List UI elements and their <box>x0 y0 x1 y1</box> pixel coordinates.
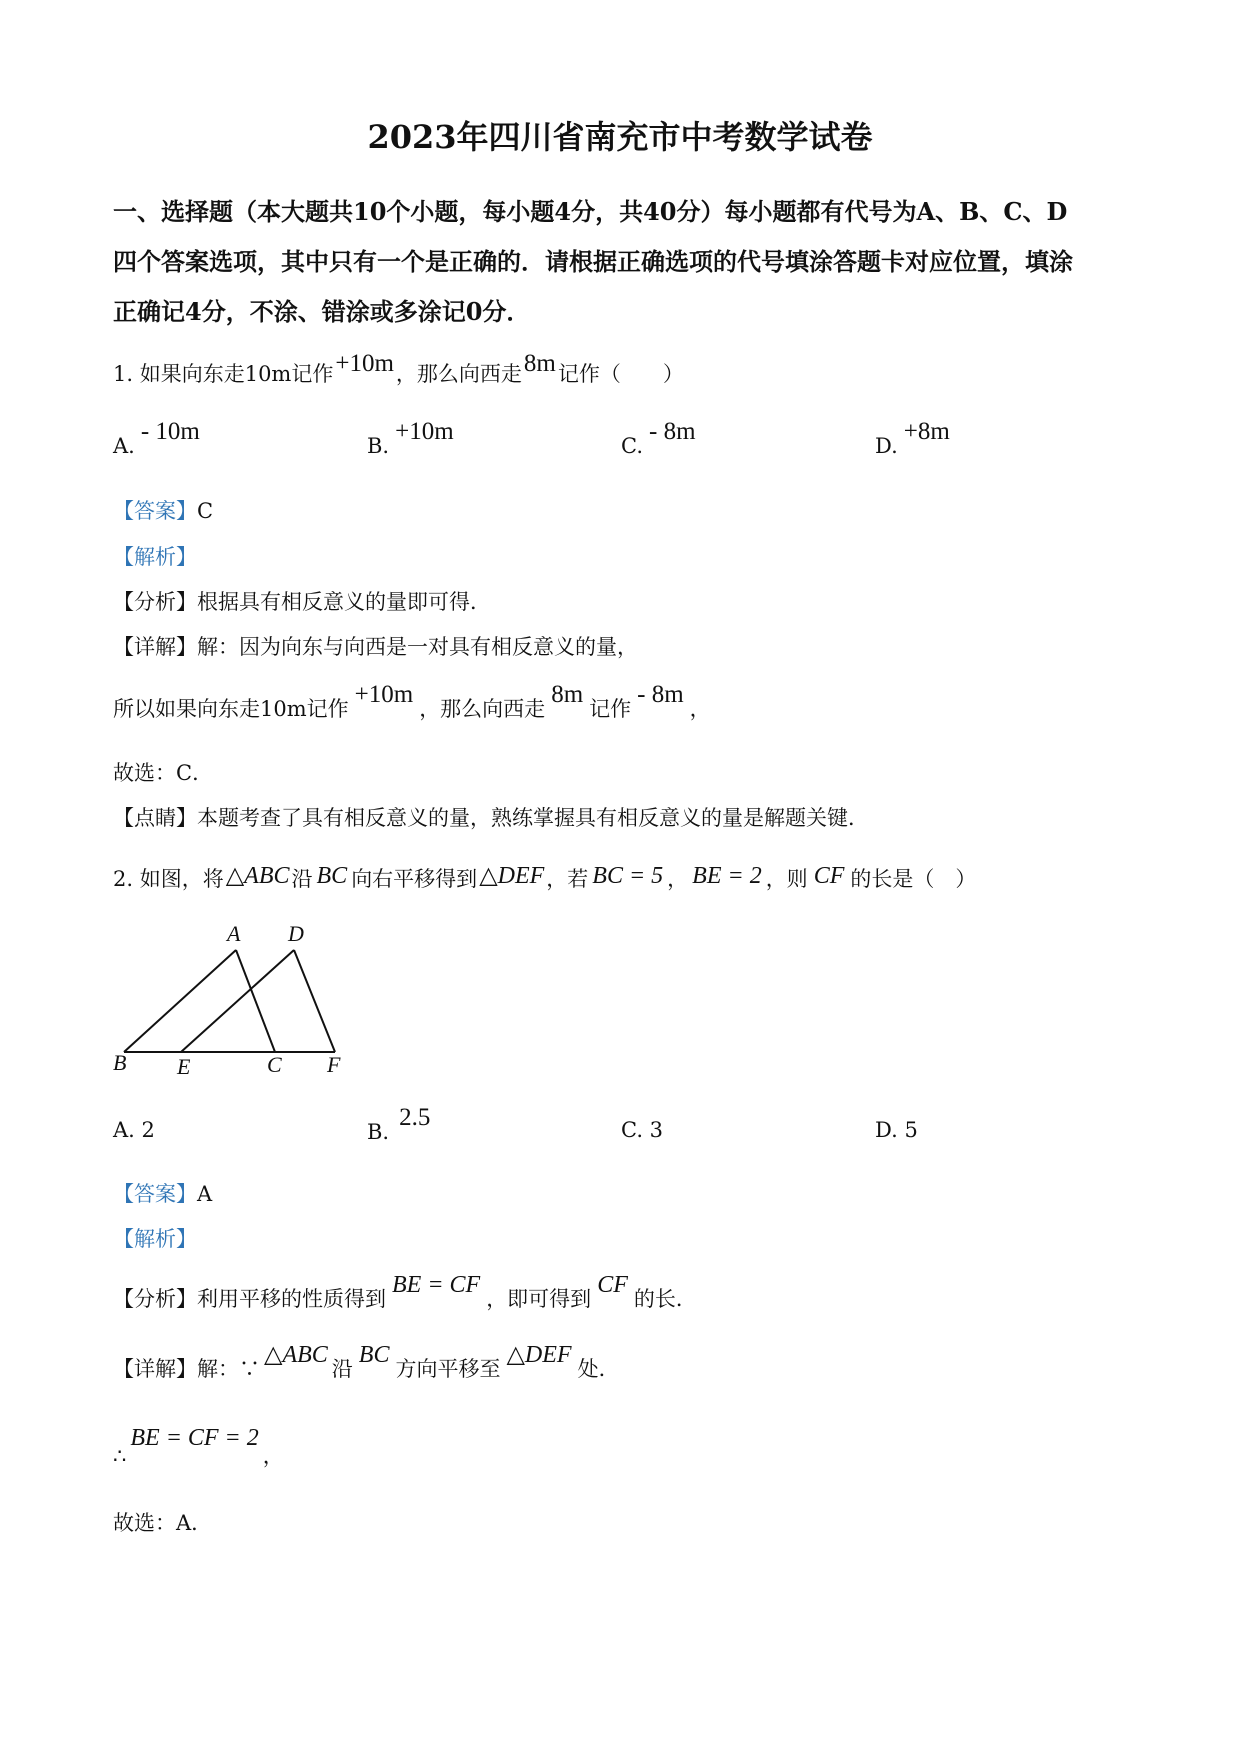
q2-stem-text-5: ， <box>667 867 689 891</box>
q2-stem-math-be2: BE = 2 <box>692 863 762 889</box>
q1-option-c-value: - 8m <box>649 418 696 445</box>
q1-xiangjie-text: 解：因为向东与向西是一对具有相反意义的量， <box>197 635 638 659</box>
label-a: A <box>227 921 241 946</box>
q2-stem-math-abc: △ABC <box>225 863 290 889</box>
q2-xiangjie-math-def: △DEF <box>506 1342 572 1368</box>
label-c: C <box>267 1052 282 1075</box>
segment-df <box>294 950 335 1052</box>
q2-xiangjie-text-3: 方向平移至 <box>395 1357 501 1381</box>
q1-option-d <box>875 418 950 460</box>
translation-triangle-figure <box>110 915 370 1075</box>
q2-xiangjie-text-1: 解：∵ <box>197 1357 260 1381</box>
q1-option-d-value: +8m <box>903 418 950 445</box>
q1-option-b-label: B. <box>367 434 390 458</box>
q1-answer-tag: 【答案】 <box>113 499 197 523</box>
q1-so-text-4: ， <box>689 697 711 721</box>
q2-stem-text-7: 的长是（ ） <box>850 867 977 891</box>
q1-so-line <box>113 681 711 723</box>
q2-xiangjie-text-2: 沿 <box>331 1357 353 1381</box>
q2-stem-text-3: 向右平移得到 <box>351 867 478 891</box>
q2-option-a: A. 2 <box>113 1118 155 1142</box>
q1-so-math-plus10m: +10m <box>354 681 414 708</box>
q1-so-text-2: ，那么向西走 <box>419 697 546 721</box>
q1-option-d-label: D. <box>875 434 898 458</box>
segment-ed <box>181 950 294 1052</box>
q1-xiangjie <box>113 631 638 661</box>
q1-option-a <box>113 418 200 460</box>
q1-so-math-minus8m: - 8m <box>637 681 684 708</box>
q1-answer-value: C <box>197 499 214 523</box>
q1-fenxi-text: 根据具有相反意义的量即可得． <box>197 590 491 614</box>
q1-stem <box>113 350 684 388</box>
q2-answer-tag: 【答案】 <box>113 1182 197 1206</box>
q2-fenxi-tag: 【分析】 <box>113 1287 197 1311</box>
q2-xiangjie-math-abc: △ABC <box>264 1342 328 1368</box>
q1-stem-text: 1. 如果向东走10m记作 <box>113 362 334 386</box>
q2-stem-math-cf: CF <box>813 863 845 889</box>
q2-fenxi-text-2: ，即可得到 <box>486 1287 592 1311</box>
q2-therefore <box>113 1425 284 1470</box>
q2-xiangjie-text-4: 处． <box>577 1357 620 1381</box>
q1-dianjing-tag: 【点睛】 <box>113 806 197 830</box>
segment-ac <box>236 950 275 1052</box>
q2-xiangjie-tag: 【详解】 <box>113 1357 197 1381</box>
q2-option-d: D. 5 <box>875 1118 918 1142</box>
q2-xiangjie <box>113 1342 620 1383</box>
q1-option-c <box>621 418 696 460</box>
section-heading-line-3: 正确记4分，不涂、错涂或多涂记0分． <box>113 297 531 326</box>
q2-therefore-math: BE = CF = 2 <box>130 1425 259 1451</box>
q1-option-a-label: A. <box>113 434 135 458</box>
q1-fenxi <box>113 586 491 616</box>
q2-stem-text-4: ，若 <box>546 867 589 891</box>
q1-so-text-1: 所以如果向东走10m记作 <box>113 697 349 721</box>
q2-stem-math-bc5: BC = 5 <box>592 863 664 889</box>
q2-stem-math-def: △DEF <box>479 863 545 889</box>
q1-stem-text-3: 记作（ ） <box>557 362 684 386</box>
q2-therefore-end: ， <box>262 1444 284 1468</box>
q2-analysis-tag: 【解析】 <box>113 1227 197 1251</box>
q2-fenxi <box>113 1272 697 1313</box>
section-heading-line-1: 一、选择题（本大题共10个小题，每小题4分，共40分）每小题都有代号为A、B、C、D <box>113 197 1068 226</box>
q1-answer <box>113 495 213 525</box>
label-e: E <box>177 1054 191 1075</box>
label-b: B <box>113 1050 127 1075</box>
q2-stem-text-2: 沿 <box>291 867 313 891</box>
segment-ba <box>124 950 236 1052</box>
q2-answer-value: A <box>197 1182 213 1206</box>
q1-option-b <box>367 418 454 460</box>
q1-dianjing-text: 本题考查了具有相反意义的量，熟练掌握具有相反意义的量是解题关键． <box>197 806 869 830</box>
q1-guxuan: 故选：C． <box>113 761 214 785</box>
q2-answer <box>113 1178 212 1208</box>
label-f: F <box>327 1052 341 1075</box>
page-title: 2023年四川省南充市中考数学试卷 <box>367 118 873 156</box>
q1-stem-text-2: ，那么向西走 <box>395 362 522 386</box>
q2-fenxi-math-be-cf: BE = CF <box>392 1272 481 1298</box>
q2-option-b <box>367 1104 431 1146</box>
q1-option-a-value: - 10m <box>140 418 200 445</box>
label-d: D <box>288 921 304 946</box>
q1-fenxi-tag: 【分析】 <box>113 590 197 614</box>
q2-stem <box>113 863 976 893</box>
q1-so-text-3: 记作 <box>589 697 632 721</box>
q1-xiangjie-tag: 【详解】 <box>113 635 197 659</box>
q1-stem-math-plus10m: +10m <box>335 350 394 377</box>
q1-option-b-value: +10m <box>395 418 454 445</box>
q1-dianjing <box>113 802 869 832</box>
q2-stem-text-6: ，则 <box>765 867 808 891</box>
q1-so-math-8m: 8m <box>551 681 584 708</box>
q2-fenxi-math-cf: CF <box>597 1272 628 1298</box>
q2-fenxi-text-1: 利用平移的性质得到 <box>197 1287 386 1311</box>
q2-stem-math-bc: BC <box>316 863 348 889</box>
section-heading-line-2: 四个答案选项，其中只有一个是正确的．请根据正确选项的代号填涂答题卡对应位置，填涂 <box>113 247 1073 276</box>
q2-option-b-label: B. <box>367 1120 390 1144</box>
q1-option-c-label: C. <box>621 434 643 458</box>
q2-fenxi-text-3: 的长． <box>633 1287 697 1311</box>
q1-stem-math-8m: 8m <box>523 350 556 377</box>
q2-stem-text-1: 2. 如图，将 <box>113 867 224 891</box>
q2-therefore-symbol: ∴ <box>113 1444 127 1468</box>
q2-option-c: C. 3 <box>621 1118 664 1142</box>
q2-guxuan: 故选：A． <box>113 1511 213 1535</box>
q2-option-b-value: 2.5 <box>399 1104 431 1131</box>
q2-xiangjie-math-bc: BC <box>358 1342 390 1368</box>
q1-analysis-tag: 【解析】 <box>113 545 197 569</box>
